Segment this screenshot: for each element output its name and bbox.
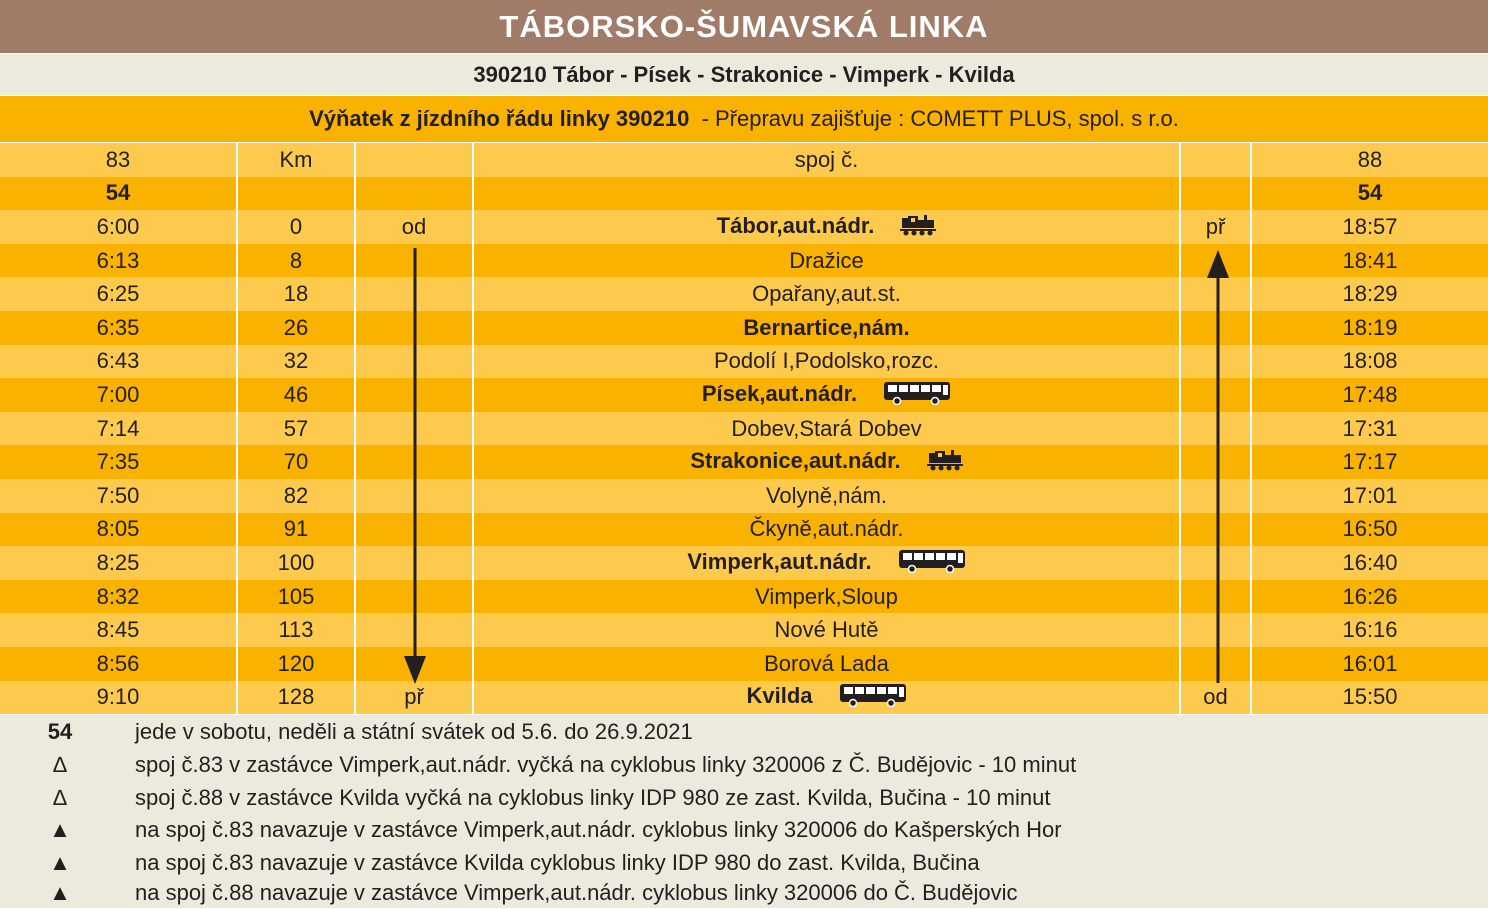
distance-km: 91	[237, 513, 355, 547]
stop-cell	[473, 513, 1180, 547]
stop-row	[0, 613, 1488, 647]
stop-row	[0, 311, 1488, 345]
direction-marker-left	[355, 580, 473, 614]
stop-row	[0, 647, 1488, 681]
stop-cell	[473, 681, 1180, 715]
stop-name: Podolí I,Podolsko,rozc.	[713, 348, 939, 374]
distance-km: 70	[237, 445, 355, 479]
departure-time-88: 17:31	[1251, 412, 1488, 446]
departure-time-88: 18:41	[1251, 244, 1488, 278]
direction-marker-left	[355, 412, 473, 446]
line-title: TÁBORSKO-ŠUMAVSKÁ LINKA	[0, 0, 1488, 53]
distance-km: 18	[237, 277, 355, 311]
departure-time-83: 6:13	[0, 244, 237, 278]
stop-name: Dobev,Stará Dobev	[731, 415, 922, 441]
stop-name: Opařany,aut.st.	[752, 281, 901, 307]
stop-row	[0, 513, 1488, 547]
departure-time-83: 7:50	[0, 479, 237, 513]
train-icon	[927, 449, 963, 475]
bus-icon	[898, 549, 966, 577]
footnote-symbol: ∆	[53, 751, 67, 777]
direction-marker-right	[1180, 647, 1251, 681]
stop-row	[0, 210, 1488, 244]
distance-km: 120	[237, 647, 355, 681]
departure-time-83: 8:25	[0, 546, 237, 580]
footnote	[0, 876, 1488, 909]
departure-time-88: 17:01	[1251, 479, 1488, 513]
footnote-text: na spoj č.83 navazuje v zastávce Vimperk,aut.nádr. cyklobus linky 320006 do Kašperských Hor	[135, 816, 1062, 842]
stop-name: Vimperk,aut.nádr.	[687, 548, 872, 574]
direction-marker-right	[1180, 378, 1251, 412]
stop-row	[0, 546, 1488, 580]
stop-cell	[473, 647, 1180, 681]
direction-marker-right	[1180, 244, 1251, 278]
departure-time-88: 16:50	[1251, 513, 1488, 547]
footnote	[0, 781, 1488, 814]
stop-name: Bernartice,nám.	[743, 314, 910, 340]
note-row	[0, 177, 1488, 211]
stop-name: Dražice	[789, 247, 864, 273]
stop-cell	[473, 580, 1180, 614]
departure-time-83: 8:05	[0, 513, 237, 547]
direction-marker-left: př	[355, 681, 473, 715]
stop-row	[0, 412, 1488, 446]
stop-cell	[473, 445, 1180, 479]
departure-time-88: 16:26	[1251, 580, 1488, 614]
distance-km: 46	[237, 378, 355, 412]
direction-marker-right	[1180, 445, 1251, 479]
route-heading: 390210 Tábor - Písek - Strakonice - Vimperk - Kvilda	[0, 54, 1488, 95]
footnote-symbol: 54	[47, 718, 73, 744]
departure-time-88: 17:17	[1251, 445, 1488, 479]
direction-marker-left: od	[355, 210, 473, 244]
stop-cell	[473, 412, 1180, 446]
stop-row	[0, 681, 1488, 715]
departure-time-83: 6:35	[0, 311, 237, 345]
distance-km: 57	[237, 412, 355, 446]
stop-cell	[473, 613, 1180, 647]
empty-cell	[473, 177, 1180, 211]
footnote	[0, 748, 1488, 781]
direction-marker-right: př	[1180, 210, 1251, 244]
departure-time-83: 9:10	[0, 681, 237, 715]
header-row	[0, 143, 1488, 177]
empty-cell	[355, 177, 473, 211]
timetable	[0, 143, 1488, 714]
distance-km: 128	[237, 681, 355, 715]
direction-marker-left	[355, 546, 473, 580]
departure-time-83: 7:14	[0, 412, 237, 446]
footnote	[0, 715, 1488, 748]
direction-marker-left	[355, 513, 473, 547]
direction-marker-right	[1180, 613, 1251, 647]
stop-name: Kvilda	[746, 683, 813, 709]
marker-header-left	[355, 143, 473, 177]
direction-marker-left	[355, 647, 473, 681]
departure-time-88: 16:40	[1251, 546, 1488, 580]
departure-time-83: 6:25	[0, 277, 237, 311]
footnote-symbol: ▲	[49, 816, 71, 842]
trip-label: spoj č.	[473, 143, 1180, 177]
departure-time-88: 18:29	[1251, 277, 1488, 311]
distance-km: 82	[237, 479, 355, 513]
departure-time-88: 17:48	[1251, 378, 1488, 412]
excerpt-title: Výňatek z jízdního řádu linky 390210	[309, 106, 690, 131]
stop-row	[0, 479, 1488, 513]
direction-marker-right	[1180, 546, 1251, 580]
departure-time-83: 6:00	[0, 210, 237, 244]
km-header: Km	[237, 143, 355, 177]
departure-time-88: 16:01	[1251, 647, 1488, 681]
trip-note-right: 54	[1251, 177, 1488, 211]
empty-cell	[237, 177, 355, 211]
train-icon	[900, 214, 936, 240]
footnote-symbol: ▲	[49, 879, 71, 905]
direction-marker-right: od	[1180, 681, 1251, 715]
departure-time-88: 16:16	[1251, 613, 1488, 647]
trip-note-left: 54	[0, 177, 237, 211]
direction-marker-left	[355, 345, 473, 379]
footnotes	[0, 715, 1488, 908]
stop-name: Čkyně,aut.nádr.	[749, 516, 904, 542]
stop-row	[0, 244, 1488, 278]
distance-km: 26	[237, 311, 355, 345]
distance-km: 32	[237, 345, 355, 379]
stop-cell	[473, 378, 1180, 412]
departure-time-88: 18:08	[1251, 345, 1488, 379]
trip-number-right: 88	[1251, 143, 1488, 177]
footnote-symbol: ∆	[53, 784, 67, 810]
stop-name: Nové Hutě	[774, 617, 879, 643]
direction-marker-right	[1180, 412, 1251, 446]
direction-marker-left	[355, 244, 473, 278]
bus-icon	[883, 381, 951, 409]
distance-km: 0	[237, 210, 355, 244]
stop-row	[0, 378, 1488, 412]
footnote-text: spoj č.83 v zastávce Vimperk,aut.nádr. vyčká na cyklobus linky 320006 z Č. Budějovic - 10 minut	[135, 751, 1077, 777]
distance-km: 8	[237, 244, 355, 278]
departure-time-88: 15:50	[1251, 681, 1488, 715]
stop-name: Tábor,aut.nádr.	[716, 212, 875, 238]
direction-marker-left	[355, 613, 473, 647]
excerpt-line	[0, 96, 1488, 142]
footnote-text: na spoj č.83 navazuje v zastávce Kvilda cyklobus linky IDP 980 do zast. Kvilda, Bučina	[135, 849, 980, 875]
direction-marker-right	[1180, 311, 1251, 345]
departure-time-88: 18:19	[1251, 311, 1488, 345]
stop-name: Písek,aut.nádr.	[701, 380, 858, 406]
departure-time-83: 6:43	[0, 345, 237, 379]
direction-marker-right	[1180, 345, 1251, 379]
departure-time-83: 8:56	[0, 647, 237, 681]
marker-header-right	[1180, 143, 1251, 177]
direction-marker-left	[355, 445, 473, 479]
stop-row	[0, 277, 1488, 311]
departure-time-83: 7:35	[0, 445, 237, 479]
footnote-text: na spoj č.88 navazuje v zastávce Vimperk,aut.nádr. cyklobus linky 320006 do Č. Budějovic	[135, 879, 1018, 905]
stop-row	[0, 445, 1488, 479]
direction-marker-left	[355, 277, 473, 311]
direction-marker-left	[355, 378, 473, 412]
stop-cell	[473, 210, 1180, 244]
stop-name: Strakonice,aut.nádr.	[690, 447, 901, 473]
trip-number-left: 83	[0, 143, 237, 177]
stop-cell	[473, 479, 1180, 513]
footnote	[0, 813, 1488, 846]
direction-marker-right	[1180, 277, 1251, 311]
distance-km: 100	[237, 546, 355, 580]
stop-row	[0, 345, 1488, 379]
stop-row	[0, 580, 1488, 614]
footnote-text: jede v sobotu, neděli a státní svátek od 5.6. do 26.9.2021	[135, 718, 693, 744]
stop-name: Borová Lada	[764, 650, 889, 676]
footnote	[0, 846, 1488, 879]
footnote-symbol: ▲	[49, 849, 71, 875]
departure-time-88: 18:57	[1251, 210, 1488, 244]
stop-cell	[473, 244, 1180, 278]
direction-marker-left	[355, 311, 473, 345]
departure-time-83: 8:32	[0, 580, 237, 614]
direction-marker-right	[1180, 580, 1251, 614]
direction-marker-right	[1180, 479, 1251, 513]
empty-cell	[1180, 177, 1251, 211]
stop-cell	[473, 277, 1180, 311]
footnote-text: spoj č.88 v zastávce Kvilda vyčká na cyklobus linky IDP 980 ze zast. Kvilda, Bučina - 10 minut	[135, 784, 1051, 810]
distance-km: 105	[237, 580, 355, 614]
distance-km: 113	[237, 613, 355, 647]
stop-cell	[473, 345, 1180, 379]
stop-cell	[473, 311, 1180, 345]
direction-marker-left	[355, 479, 473, 513]
stop-cell	[473, 546, 1180, 580]
stop-name: Vimperk,Sloup	[755, 583, 898, 609]
stop-name: Volyně,nám.	[765, 482, 888, 508]
direction-marker-right	[1180, 513, 1251, 547]
departure-time-83: 7:00	[0, 378, 237, 412]
departure-time-83: 8:45	[0, 613, 237, 647]
bus-icon	[839, 683, 907, 711]
operator-text: - Přepravu zajišťuje : COMETT PLUS, spol. s r.o.	[689, 106, 1179, 131]
